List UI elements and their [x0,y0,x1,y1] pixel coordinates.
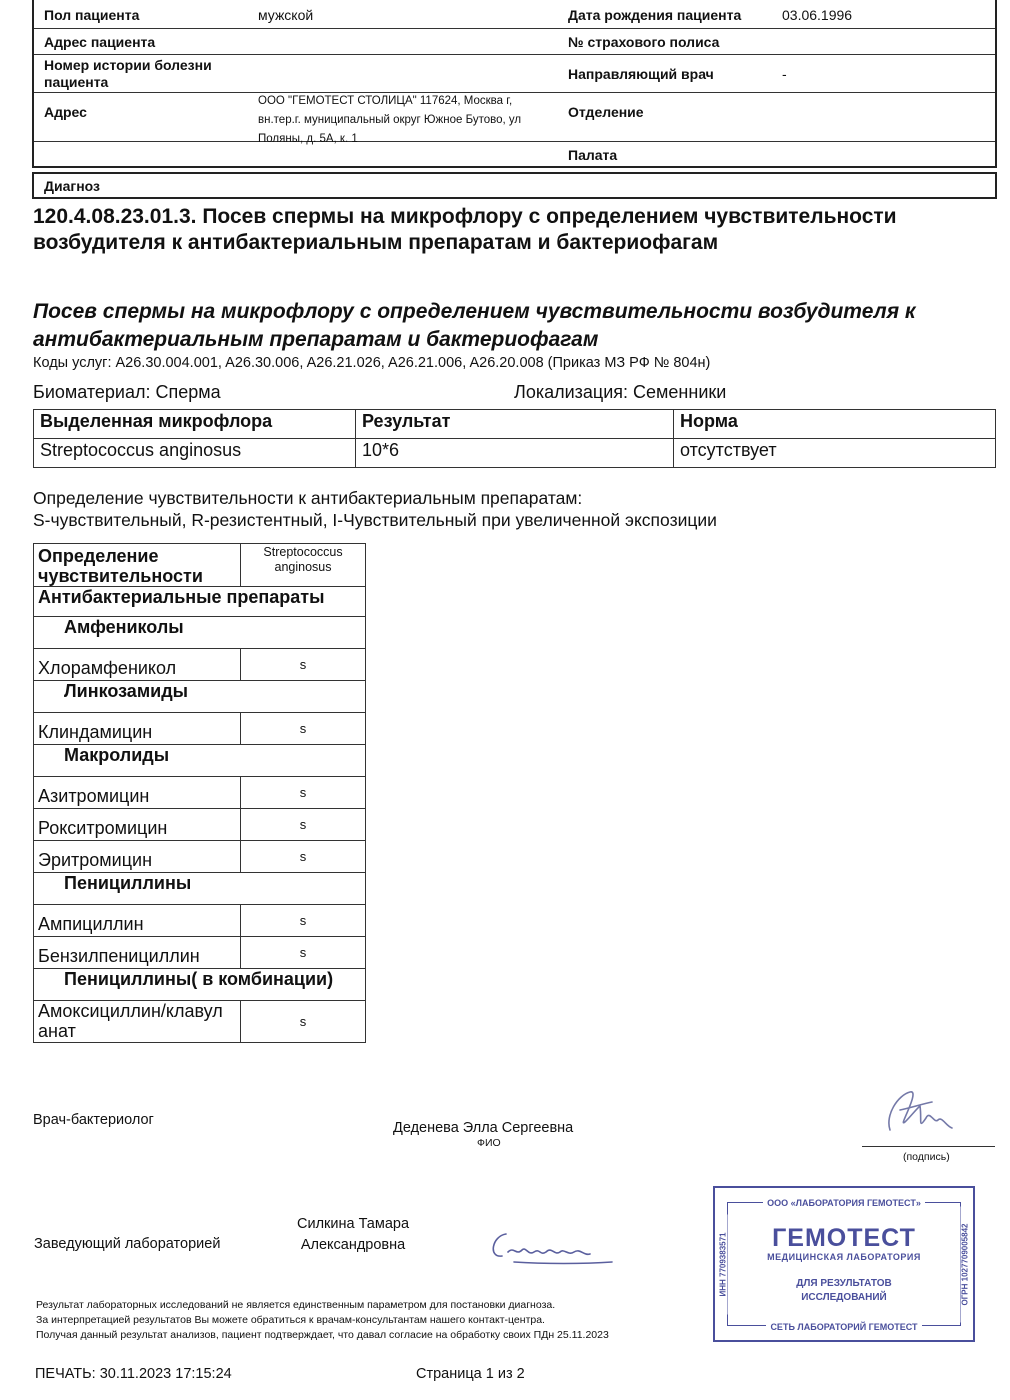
drug-chloramphenicol: Хлорамфеникол [34,649,241,681]
referring-doctor-value: - [782,66,787,82]
localization: Локализация: Семенники [514,382,727,402]
bacteriologist-name: Деденева Элла Сергеевна [393,1120,574,1136]
sensitivity-value: s [241,1001,366,1043]
sensitivity-note: Определение чувствительности к антибактериальным препаратам: S-чувствительный, R-резистентный, I-Чувствительный при увеличенной экспозиции [33,488,717,530]
group-penicillins-combination: Пенициллины( в комбинации) [34,969,366,1001]
norm-header: Норма [674,410,996,439]
group-penicillins: Пенициллины [34,873,366,905]
ward-label: Палата [568,147,618,163]
sensitivity-header: Определение чувствительности [34,544,241,587]
group-macrolides: Макролиды [34,745,366,777]
drug-clindamycin: Клиндамицин [34,713,241,745]
sensitivity-value: s [241,937,366,969]
stamp-subtitle: МЕДИЦИНСКАЯ ЛАБОРАТОРИЯ [767,1252,921,1262]
dob-value: 03.06.1996 [782,7,853,23]
signature-line [862,1146,995,1147]
microflora-table [33,409,996,468]
drug-benzylpenicillin: Бензилпенициллин [34,937,241,969]
result-header: Результат [356,410,674,439]
stamp-right-text: ОГРН 1027709005842 [961,1207,970,1323]
drug-roxithromycin: Рокситромицин [34,809,241,841]
biomaterial: Биоматериал: Сперма [33,382,221,402]
test-title: 120.4.08.23.01.3. Посев спермы на микрофлору с определением чувствительности возбудителя к антибактериальным препаратам и бактериофагам [33,205,897,254]
divider [34,28,995,29]
drug-erythromycin: Эритромицин [34,841,241,873]
section-antibacterial: Антибактериальные препараты [34,587,366,617]
sex-value: мужской [258,7,314,23]
fio-label: ФИО [477,1137,501,1149]
drug-amoxicillin-clavulanate: Амоксициллин/клавул анат [34,1001,241,1043]
sensitivity-value: s [241,777,366,809]
policy-label: № страхового полиса [568,34,720,50]
bacteriologist-label: Врач-бактериолог [33,1112,154,1128]
footer-notes: Результат лабораторных исследований не является единственным параметром для постановки диагноза. За интерпретацией результатов Вы можете обратиться к врачам-консультантам нашего контакт-центра. Получая данный результат анализов, пациент подтверждает, что давал согласие на обработку своих ПДн 25.11.2023 [36,1299,609,1341]
signature-label: (подпись) [903,1151,950,1163]
address-value: ООО "ГЕМОТЕСТ СТОЛИЦА" 117624, Москва г, вн.тер.г. муниципальный округ Южное Бутово, ул Поляны, д. 5А, к. 1 [258,95,522,145]
drug-azithromycin: Азитромицин [34,777,241,809]
sensitivity-table [33,543,366,1043]
organism-column-header: Streptococcus anginosus [241,544,366,587]
sensitivity-value: s [241,649,366,681]
patient-address-label: Адрес пациента [44,34,156,50]
service-codes: Коды услуг: A26.30.004.001, A26.30.006, A26.21.026, A26.21.006, A26.20.008 (Приказ МЗ РФ № 804н) [33,355,711,371]
norm-cell: отсутствует [674,439,996,468]
stamp-top-text: ООО «ЛАБОРАТОРИЯ ГЕМОТЕСТ» [715,1198,973,1208]
address-label: Адрес [44,104,87,120]
head-signature-image [484,1222,614,1270]
print-timestamp: ПЕЧАТЬ: 30.11.2023 17:15:24 [35,1366,232,1382]
sensitivity-value: s [241,905,366,937]
stamp-purpose: ДЛЯ РЕЗУЛЬТАТОВ ИССЛЕДОВАНИЙ [796,1278,892,1303]
stamp-left-text: ИНН 7709383571 [719,1215,728,1315]
microflora-header: Выделенная микрофлора [34,410,356,439]
history-label: Номер истории болезни пациента [44,57,212,90]
sensitivity-value: s [241,841,366,873]
head-name: Силкина Тамара Александровна [297,1216,410,1253]
drug-ampicillin: Ампициллин [34,905,241,937]
sensitivity-value: s [241,713,366,745]
divider [34,54,995,55]
head-label: Заведующий лабораторией [34,1236,221,1252]
dob-label: Дата рождения пациента [568,7,742,23]
stamp-inner-frame [727,1202,961,1326]
sex-label: Пол пациента [44,7,140,23]
organism-cell: Streptococcus anginosus [34,439,356,468]
group-lincosamides: Линкозамиды [34,681,366,713]
department-label: Отделение [568,104,644,120]
test-italic-title: Посев спермы на микрофлору с определением чувствительности возбудителя к антибактериальным препаратам и бактериофагам [33,300,916,351]
diagnosis-label: Диагноз [32,172,997,199]
lab-stamp [713,1186,975,1342]
group-amphenicols: Амфениколы [34,617,366,649]
stamp-brand: ГЕМОТЕСТ [772,1224,916,1252]
referring-doctor-label: Направляющий врач [568,66,714,82]
sensitivity-value: s [241,809,366,841]
stamp-bottom-text: СЕТЬ ЛАБОРАТОРИЙ ГЕМОТЕСТ [715,1322,973,1332]
page-number: Страница 1 из 2 [416,1366,525,1382]
signature-image [860,1080,970,1146]
patient-info-table [32,0,997,168]
result-cell: 10*6 [356,439,674,468]
